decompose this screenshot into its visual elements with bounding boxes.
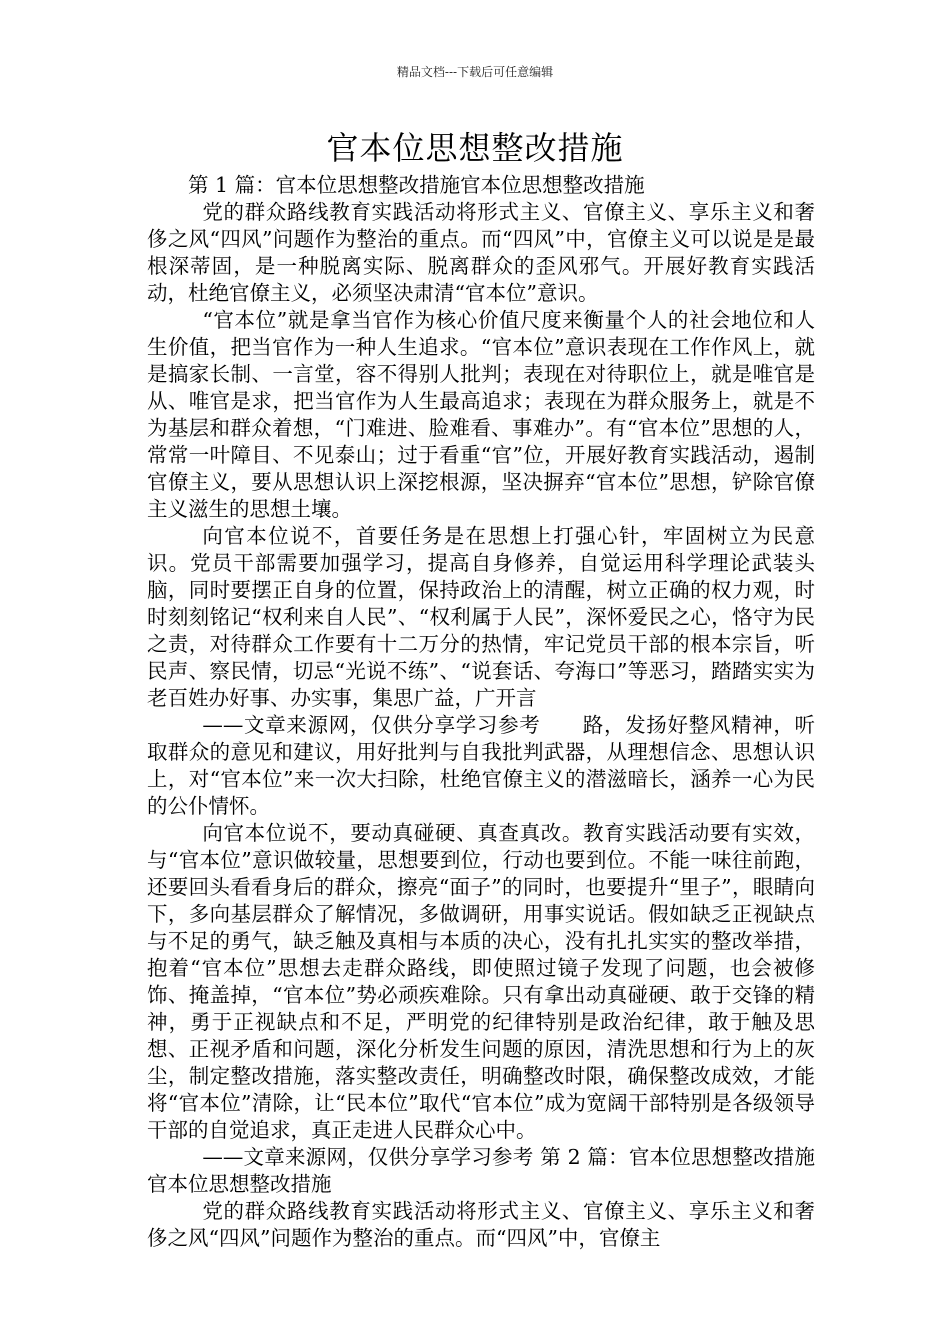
paragraph: ——文章来源网，仅供分享学习参考 路，发扬好整风精神，听取群众的意见和建议，用好批判与自我批判武器，从理想信念、思想认识上，对“官本位”来一次大扫除，杜绝官僚主义的潜滋暗长，涵养一心为民的公仆情怀。	[147, 713, 815, 818]
document-body	[147, 172, 815, 1252]
header-note: 精品文档---下载后可任意编辑	[396, 65, 554, 79]
paragraph: 向官本位说不，首要任务是在思想上打强心针，牢固树立为民意识。党员干部需要加强学习，提高自身修养，自觉运用科学理论武装头脑，同时要摆正自身的位置，保持政治上的清醒，树立正确的权力观，时时刻刻铭记“权利来自人民”、“权利属于人民”，深怀爱民之心，恪守为民之责，对待群众工作要有十二万分的热情，牢记党员干部的根本宗旨，听民声、察民情，切忌“光说不练”、“说套话、夸海口”等恶习，踏踏实实为老百姓办好事、办实事，集思广益，广开言	[147, 524, 815, 710]
document-title: 官本位思想整改措施	[326, 129, 624, 167]
paragraph: “官本位”就是拿当官作为核心价值尺度来衡量个人的社会地位和人生价值，把当官作为一种人生追求。“官本位”意识表现在工作作风上，就是搞家长制、一言堂，容不得别人批判；表现在对待职位上，就是唯官是从、唯官是求，把当官作为人生最高追求；表现在为群众服务上，就是不为基层和群众着想，“门难进、脸难看、事难办”。有“官本位”思想的人，常常一叶障目、不见泰山；过于看重“官”位，开展好教育实践活动，遏制官僚主义，要从思想认识上深挖根源，坚决摒弃“官本位”思想，铲除官僚主义滋生的思想土壤。	[147, 308, 815, 521]
paragraph: 党的群众路线教育实践活动将形式主义、官僚主义、享乐主义和奢侈之风“四风”问题作为整治的重点。而“四风”中，官僚主义可以说是是最根深蒂固，是一种脱离实际、脱离群众的歪风邪气。开展好教育实践活动，杜绝官僚主义，必须坚决肃清“官本位”意识。	[147, 200, 815, 305]
paragraph: 党的群众路线教育实践活动将形式主义、官僚主义、享乐主义和奢侈之风“四风”问题作为整治的重点。而“四风”中，官僚主	[147, 1199, 815, 1250]
paragraph: 向官本位说不，要动真碰硬、真查真改。教育实践活动要有实效，与“官本位”意识做较量，思想要到位，行动也要到位。不能一味往前跑，还要回头看看身后的群众，擦亮“面子”的同时，也要提升“里子”，眼睛向下，多向基层群众了解情况，多做调研，用事实说话。假如缺乏正视缺点与不足的勇气，缺乏触及真相与本质的决心，没有扎扎实实的整改举措，抱着“官本位”思想去走群众路线，即使照过镜子发现了问题，也会被修饰、掩盖掉，“官本位”势必顽疾难除。只有拿出动真碰硬、敢于交锋的精神，勇于正视缺点和不足，严明党的纪律特别是政治纪律，敢于触及思想、正视矛盾和问题，深化分析发生问题的原因，清洗思想和行为上的灰尘，制定整改措施，落实整改责任，明确整改时限，确保整改成效，才能将“官本位”清除，让“民本位”取代“官本位”成为宽阔干部特别是各级领导干部的自觉追求，真正走进人民群众心中。	[147, 821, 815, 1142]
paragraph: ——文章来源网，仅供分享学习参考 第 2 篇：官本位思想整改措施官本位思想整改措施	[147, 1145, 815, 1196]
section-heading-1: 第 1 篇：官本位思想整改措施官本位思想整改措施	[188, 173, 645, 197]
